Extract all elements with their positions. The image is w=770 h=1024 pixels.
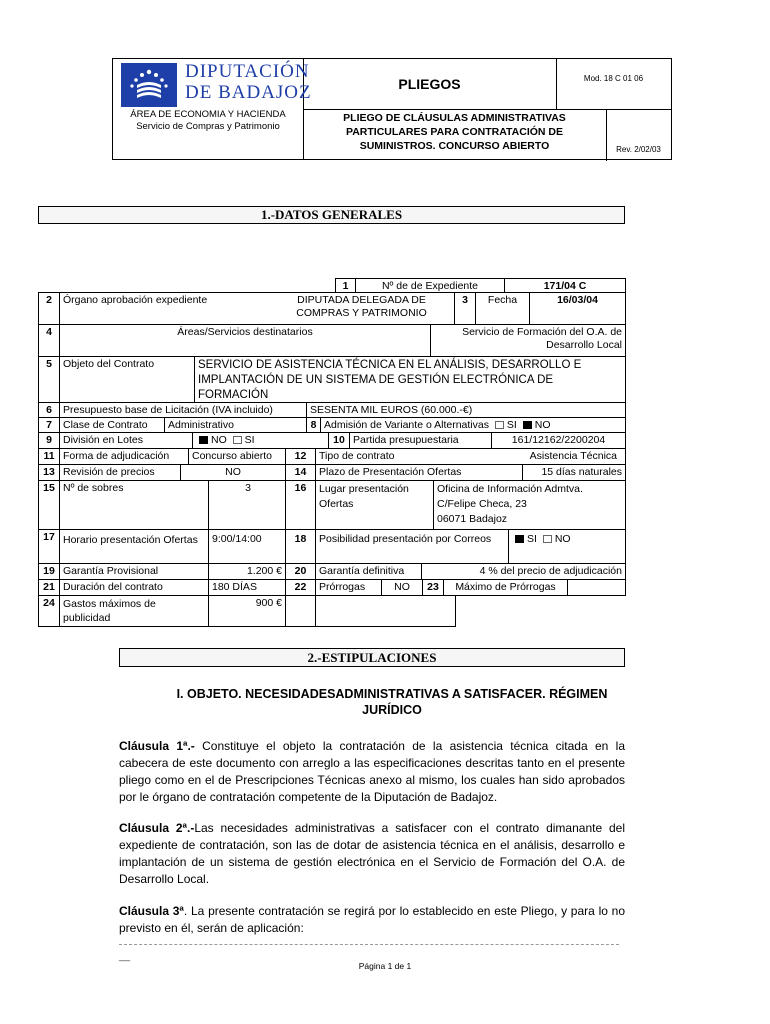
horario-value: 9:00/14:00 <box>208 529 286 564</box>
page-number: Página 1 de 1 <box>358 961 412 971</box>
row-number: 11 <box>38 448 60 465</box>
correos-field <box>508 529 626 564</box>
variante-label: Admisión de Variante o Alternativas <box>324 419 489 431</box>
maximo-prorrogas-value <box>567 579 626 596</box>
row-number: 19 <box>38 563 60 580</box>
organo-value: DIPUTADA DELEGADA DE COMPRAS Y PATRIMONIO <box>269 292 455 325</box>
row-number: 16 <box>285 480 316 530</box>
duracion-value: 180 DÍAS <box>208 579 286 596</box>
document-header <box>112 58 672 160</box>
correos-label: Posibilidad presentación por Correos <box>315 529 509 564</box>
correos-no-checkbox[interactable] <box>543 535 552 543</box>
publicidad-value: 900 € <box>208 595 286 627</box>
area-label: ÁREA DE ECONOMIA Y HACIENDA Servicio de Compras y Patrimonio <box>130 109 286 132</box>
lotes-field <box>192 432 329 449</box>
empty-cell <box>285 595 316 627</box>
objeto-label: Objeto del Contrato <box>59 356 195 403</box>
tipo-field <box>315 448 626 465</box>
revision-value: NO <box>180 464 286 481</box>
objeto-value: SERVICIO DE ASISTENCIA TÉCNICA EN EL ANÁLISIS, DESARROLLO E IMPLANTACIÓN DE UN SISTEMA DE GESTIÓN ELECTRÓNICA DE FORMACIÓN <box>194 356 626 403</box>
logo-wordmark: DIPUTACIÓN DE BADAJOZ <box>185 61 312 103</box>
footer-rule <box>119 944 619 945</box>
lugar-label: Lugar presentación Ofertas <box>315 480 434 530</box>
garantia-provisional-value: 1.200 € <box>208 563 286 580</box>
row-number: 10 <box>328 432 350 449</box>
garantia-definitiva-label: Garantía definitiva <box>315 563 422 580</box>
model-code: Mod. 18 C 01 06 <box>583 74 644 83</box>
prorrogas-value: NO <box>381 579 423 596</box>
row-number: 9 <box>38 432 60 449</box>
maximo-prorrogas-label: Máximo de Prórrogas <box>443 579 568 596</box>
tipo-value: Asistencia Técnica <box>529 450 617 462</box>
areas-label: Áreas/Servicios destinatarios <box>59 324 431 357</box>
row-number: 23 <box>422 579 444 596</box>
sobres-value: 3 <box>208 480 286 530</box>
row-number: 3 <box>454 292 476 325</box>
duracion-label: Duración del contrato <box>59 579 209 596</box>
prorrogas-label: Prórrogas <box>315 579 382 596</box>
si-label: SI <box>506 419 517 431</box>
presupuesto-label: Presupuesto base de Licitación (IVA incluido) <box>59 402 307 418</box>
tipo-label: Tipo de contrato <box>319 450 395 462</box>
partida-value: 161/12162/2200204 <box>491 432 626 449</box>
adjudicacion-value: Concurso abierto <box>188 448 286 465</box>
clause-1: Cláusula 1ª.- Constituye el objeto la contratación de la asistencia técnica citada en la cabecera de este documento con arreglo a las especificaciones descritas tanto en el presente pliego como en el de Prescripciones Técnicas anexo al mismo, los cuales han sido aprobados por le órgano de contratación competente de la Diputación de Badajoz. <box>119 739 625 804</box>
correos-si-checkbox[interactable] <box>515 535 524 543</box>
variante-no-checkbox[interactable] <box>523 421 532 429</box>
expediente-value: 171/04 C <box>504 278 626 293</box>
row-number: 2 <box>38 292 60 325</box>
empty-cell <box>315 595 456 627</box>
no-label: NO <box>554 533 571 545</box>
row-number: 21 <box>38 579 60 596</box>
row-number: 17 <box>38 529 60 564</box>
clase-value: Administrativo <box>164 417 307 433</box>
row-number: 1 <box>335 278 356 293</box>
variante-si-checkbox[interactable] <box>495 421 504 429</box>
revision-label: Revisión de precios <box>59 464 181 481</box>
subheading-objeto: I. OBJETO. NECESIDADESADMINISTRATIVAS A SATISFACER. RÉGIMEN JURÍDICO <box>176 687 608 717</box>
lotes-no-checkbox[interactable] <box>199 436 208 444</box>
row-number: 22 <box>285 579 316 596</box>
fecha-label: Fecha <box>475 292 530 325</box>
row-number: 5 <box>38 356 60 403</box>
partida-label: Partida presupuestaria <box>349 432 492 449</box>
row-number: 20 <box>285 563 316 580</box>
diputacion-logo <box>121 63 177 107</box>
section-title-datos-generales: 1.-DATOS GENERALES <box>38 206 625 224</box>
plazo-label: Plazo de Presentación Ofertas <box>315 464 523 481</box>
footer-dash: __ <box>119 951 131 962</box>
document-description: PLIEGO DE CLÁUSULAS ADMINISTRATIVAS PARTICULARES PARA CONTRATACIÓN DE SUMINISTROS. CONCURSO ABIERTO <box>343 112 566 152</box>
row-number: 13 <box>38 464 60 481</box>
variante-field <box>320 417 626 433</box>
section-title-estipulaciones: 2.-ESTIPULACIONES <box>119 648 625 667</box>
expediente-label: Nº de de Expediente <box>355 278 505 293</box>
row-number: 12 <box>285 448 316 465</box>
lugar-value: Oficina de Información Admtva. C/Felipe Checa, 23 06071 Badajoz <box>433 480 626 530</box>
organo-label: Órgano aprobación expediente <box>59 292 269 325</box>
row-number: 7 <box>38 417 60 433</box>
si-label: SI <box>244 434 255 446</box>
si-label: SI <box>527 533 537 545</box>
presupuesto-value: SESENTA MIL EUROS (60.000.-€) <box>306 402 626 418</box>
areas-value: Servicio de Formación del O.A. de Desarrollo Local <box>430 324 626 357</box>
row-number: 6 <box>38 402 60 418</box>
garantia-provisional-label: Garantía Provisional <box>59 563 209 580</box>
garantia-definitiva-value: 4 % del precio de adjudicación <box>421 563 626 580</box>
publicidad-label: Gastos máximos de publicidad <box>59 595 209 627</box>
no-label: NO <box>211 434 227 446</box>
clause-2: Cláusula 2ª.-Las necesidades administrativas a satisfacer con el contrato dimanante del expediente de contratación, son las de dotar de asistencia técnica en el análisis, desarrollo e implantación de un sistema de gestión electrónica en el Servicio de Formación del O.A. de Desarrollo Local. <box>119 821 625 886</box>
row-number: 4 <box>38 324 60 357</box>
lotes-label: División en Lotes <box>59 432 193 449</box>
row-number: 15 <box>38 480 60 530</box>
clase-label: Clase de Contrato <box>59 417 165 433</box>
row-number: 14 <box>285 464 316 481</box>
row-number: 8 <box>306 417 321 433</box>
revision-label: Rev. 2/02/03 <box>616 145 661 154</box>
row-number: 18 <box>285 529 316 564</box>
lotes-si-checkbox[interactable] <box>233 436 242 444</box>
row-number: 24 <box>38 595 60 627</box>
plazo-value: 15 días naturales <box>522 464 626 481</box>
clause-3: Cláusula 3ª. La presente contratación se regirá por lo establecido en este Pliego, y para lo no previsto en él, serán de aplicación: <box>119 904 626 935</box>
adjudicacion-label: Forma de adjudicación <box>59 448 189 465</box>
horario-label: Horario presentación Ofertas <box>59 529 209 564</box>
sobres-label: Nº de sobres <box>59 480 209 530</box>
fecha-value: 16/03/04 <box>529 292 626 325</box>
header-title: PLIEGOS <box>398 76 461 92</box>
no-label: NO <box>534 419 551 431</box>
